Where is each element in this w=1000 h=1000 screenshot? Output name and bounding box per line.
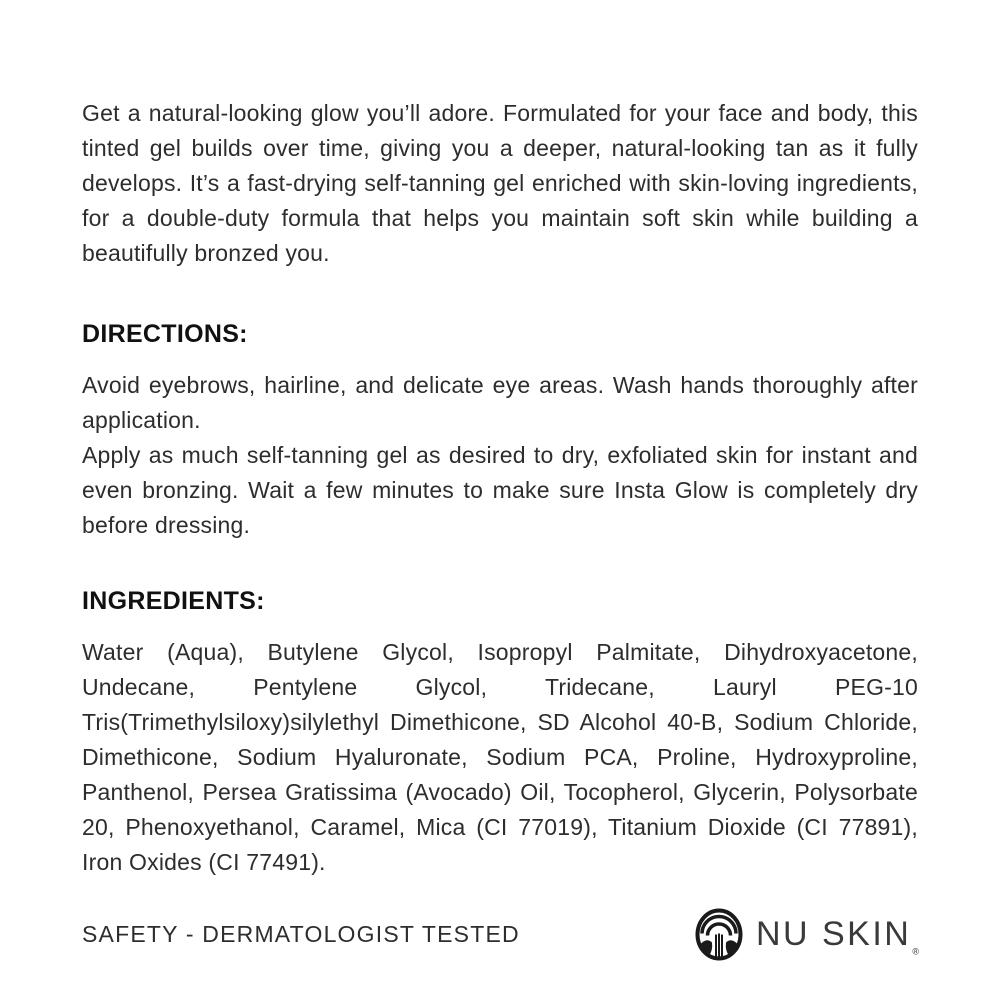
directions-body: [82, 368, 918, 543]
intro-paragraph: Get a natural-looking glow you’ll adore. Formulated for your face and body, this tinted gel builds over time, giving you a deeper, natural-looking tan as it fully develops. It’s a fast-drying self-tanning gel enriched with skin-loving ingredients, for a double-duty formula that helps you maintain soft skin while building a beautifully bronzed you.: [82, 100, 918, 266]
footer: [82, 906, 918, 962]
nu-skin-fountain-icon: [694, 906, 744, 962]
nuskin-logo: [694, 906, 918, 962]
directions-heading: DIRECTIONS:: [82, 320, 248, 348]
registered-trademark-symbol: ®: [912, 945, 919, 956]
ingredients-heading: INGREDIENTS:: [82, 587, 265, 615]
nuskin-wordmark-text: NU SKIN: [755, 914, 912, 953]
directions-paragraph-2: Apply as much self-tanning gel as desired to dry, exfoliated skin for instant and even bronzing. Wait a few minutes to make sure Insta Glow is completely dry before dressing.: [82, 442, 918, 538]
safety-claim-text: SAFETY - DERMATOLOGIST TESTED: [82, 920, 520, 947]
directions-paragraph-1: Avoid eyebrows, hairline, and delicate eye areas. Wash hands thoroughly after application.: [82, 372, 918, 433]
nuskin-wordmark: [756, 914, 918, 954]
ingredients-paragraph: Water (Aqua), Butylene Glycol, Isopropyl Palmitate, Dihydroxyacetone, Undecane, Pentylene Glycol, Tridecane, Lauryl PEG-10 Tris(Trimethylsiloxy)silylethyl Dimethicone, SD Alcohol 40-B, Sodium Chloride, Dimethicone, Sodium Hyaluronate, Sodium PCA, Proline, Hydroxyproline, Panthenol, Persea Gratissima (Avocado) Oil, Tocopherol, Glycerin, Polysorbate 20, Phenoxyethanol, Caramel, Mica (CI 77019), Titanium Dioxide (CI 77891), Iron Oxides (CI 77491).: [82, 639, 918, 875]
